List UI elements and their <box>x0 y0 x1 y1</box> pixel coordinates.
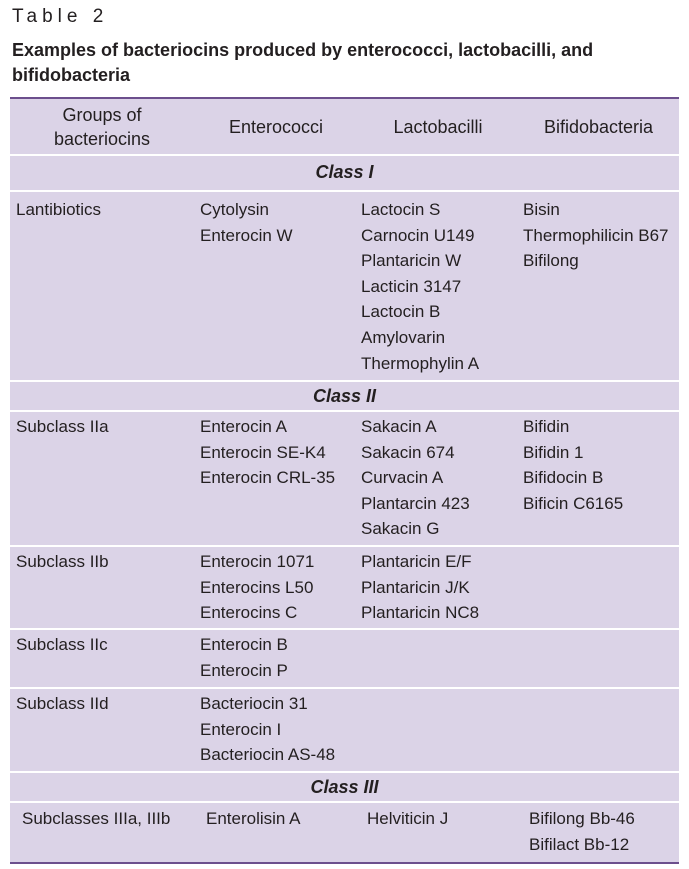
cell-entry: Lacticin 3147 <box>361 276 462 296</box>
cell-entry: Plantaricin NC8 <box>361 603 480 623</box>
table-caption: Examples of bacteriocins produced by enterococci, lactobacilli, and bifidobacteria <box>12 40 594 85</box>
bifidobacteria-cell <box>529 806 635 857</box>
bifidobacteria-cell <box>523 414 623 516</box>
cell-entry: Thermophylin A <box>361 353 480 373</box>
cell-entry: Enterocins C <box>200 603 298 623</box>
table-row <box>10 547 679 630</box>
lactobacilli-cell <box>361 549 479 626</box>
cell-entry: Sakacin 674 <box>361 442 455 462</box>
class-heading-row <box>10 773 679 803</box>
class-heading: Class II <box>312 386 377 406</box>
cell-entry: Plantarcin 423 <box>361 493 470 513</box>
cell-entry: Lactocin B <box>361 302 441 322</box>
table-number-label: Table 2 <box>12 6 109 27</box>
table-row <box>10 630 679 689</box>
enterococci-cell <box>200 632 288 683</box>
table-row <box>10 412 679 547</box>
group-cell: Subclass IIa <box>16 417 109 436</box>
enterococci-cell <box>200 414 335 491</box>
cell-entry: Enterocin SE-K4 <box>200 442 326 462</box>
cell-entry: Bacteriocin 31 <box>200 694 308 713</box>
cell-entry: Enterocin P <box>200 660 288 680</box>
cell-entry: Curvacin A <box>361 468 444 488</box>
table-row <box>10 803 679 862</box>
cell-entry: Thermophilicin B67 <box>523 225 669 245</box>
bacteriocin-table <box>10 97 679 864</box>
cell-entry: Enterocin 1071 <box>200 552 315 571</box>
enterococci-cell <box>200 691 335 768</box>
cell-entry: Bifidin <box>523 417 570 436</box>
enterococci-cell <box>206 806 301 832</box>
cell-entry: Enterolisin A <box>206 809 301 828</box>
cell-entry: Bifidin 1 <box>523 442 584 462</box>
cell-entry: Plantaricin J/K <box>361 577 470 597</box>
lactobacilli-cell <box>361 197 479 376</box>
cell-entry: Bisin <box>523 200 560 219</box>
column-header-lactobacilli: Lactobacilli <box>393 116 483 137</box>
group-cell: Lantibiotics <box>16 200 102 219</box>
cell-entry: Plantaricin W <box>361 251 462 271</box>
class-heading: Class I <box>315 162 374 182</box>
cell-entry: Carnocin U149 <box>361 225 475 245</box>
table-row <box>10 689 679 773</box>
bifidobacteria-cell <box>523 197 669 274</box>
cell-entry: Bifilact Bb-12 <box>529 834 630 854</box>
class-heading: Class III <box>310 777 379 797</box>
cell-entry: Bacteriocin AS-48 <box>200 745 336 765</box>
group-cell: Subclass IIc <box>16 635 108 654</box>
cell-entry: Lactocin S <box>361 200 441 219</box>
lactobacilli-cell <box>361 414 470 542</box>
class-heading-row <box>10 156 679 192</box>
cell-entry: Sakacin G <box>361 519 440 539</box>
cell-entry: Enterocin B <box>200 635 288 654</box>
cell-entry: Cytolysin <box>200 200 269 219</box>
column-header-bifidobacteria: Bifidobacteria <box>543 116 654 137</box>
lactobacilli-cell <box>367 806 448 832</box>
cell-entry: Enterocin W <box>200 225 293 245</box>
cell-entry: Sakacin A <box>361 417 437 436</box>
cell-entry: Amylovarin <box>361 327 446 347</box>
group-cell: Subclass IIb <box>16 552 109 571</box>
cell-entry: Enterocin CRL-35 <box>200 468 336 488</box>
column-header-enterococci: Enterococci <box>228 116 324 137</box>
group-cell: Subclasses IIIa, IIIb <box>22 809 171 828</box>
cell-entry: Plantaricin E/F <box>361 552 472 571</box>
table-header-row <box>10 99 679 156</box>
cell-entry: Bifilong <box>523 251 579 271</box>
cell-entry: Bificin C6165 <box>523 493 624 513</box>
cell-entry: Bifilong Bb-46 <box>529 809 635 828</box>
class-heading-row <box>10 382 679 412</box>
group-cell: Subclass IId <box>16 694 109 713</box>
cell-entry: Bifidocin B <box>523 468 604 488</box>
cell-entry: Enterocin A <box>200 417 287 436</box>
cell-entry: Helviticin J <box>367 809 449 828</box>
table-row <box>10 192 679 382</box>
cell-entry: Enterocins L50 <box>200 577 314 597</box>
enterococci-cell <box>200 549 314 626</box>
cell-entry: Enterocin I <box>200 719 282 739</box>
enterococci-cell <box>200 197 293 248</box>
column-header-groups: Groups of bacteriocins <box>53 104 151 149</box>
